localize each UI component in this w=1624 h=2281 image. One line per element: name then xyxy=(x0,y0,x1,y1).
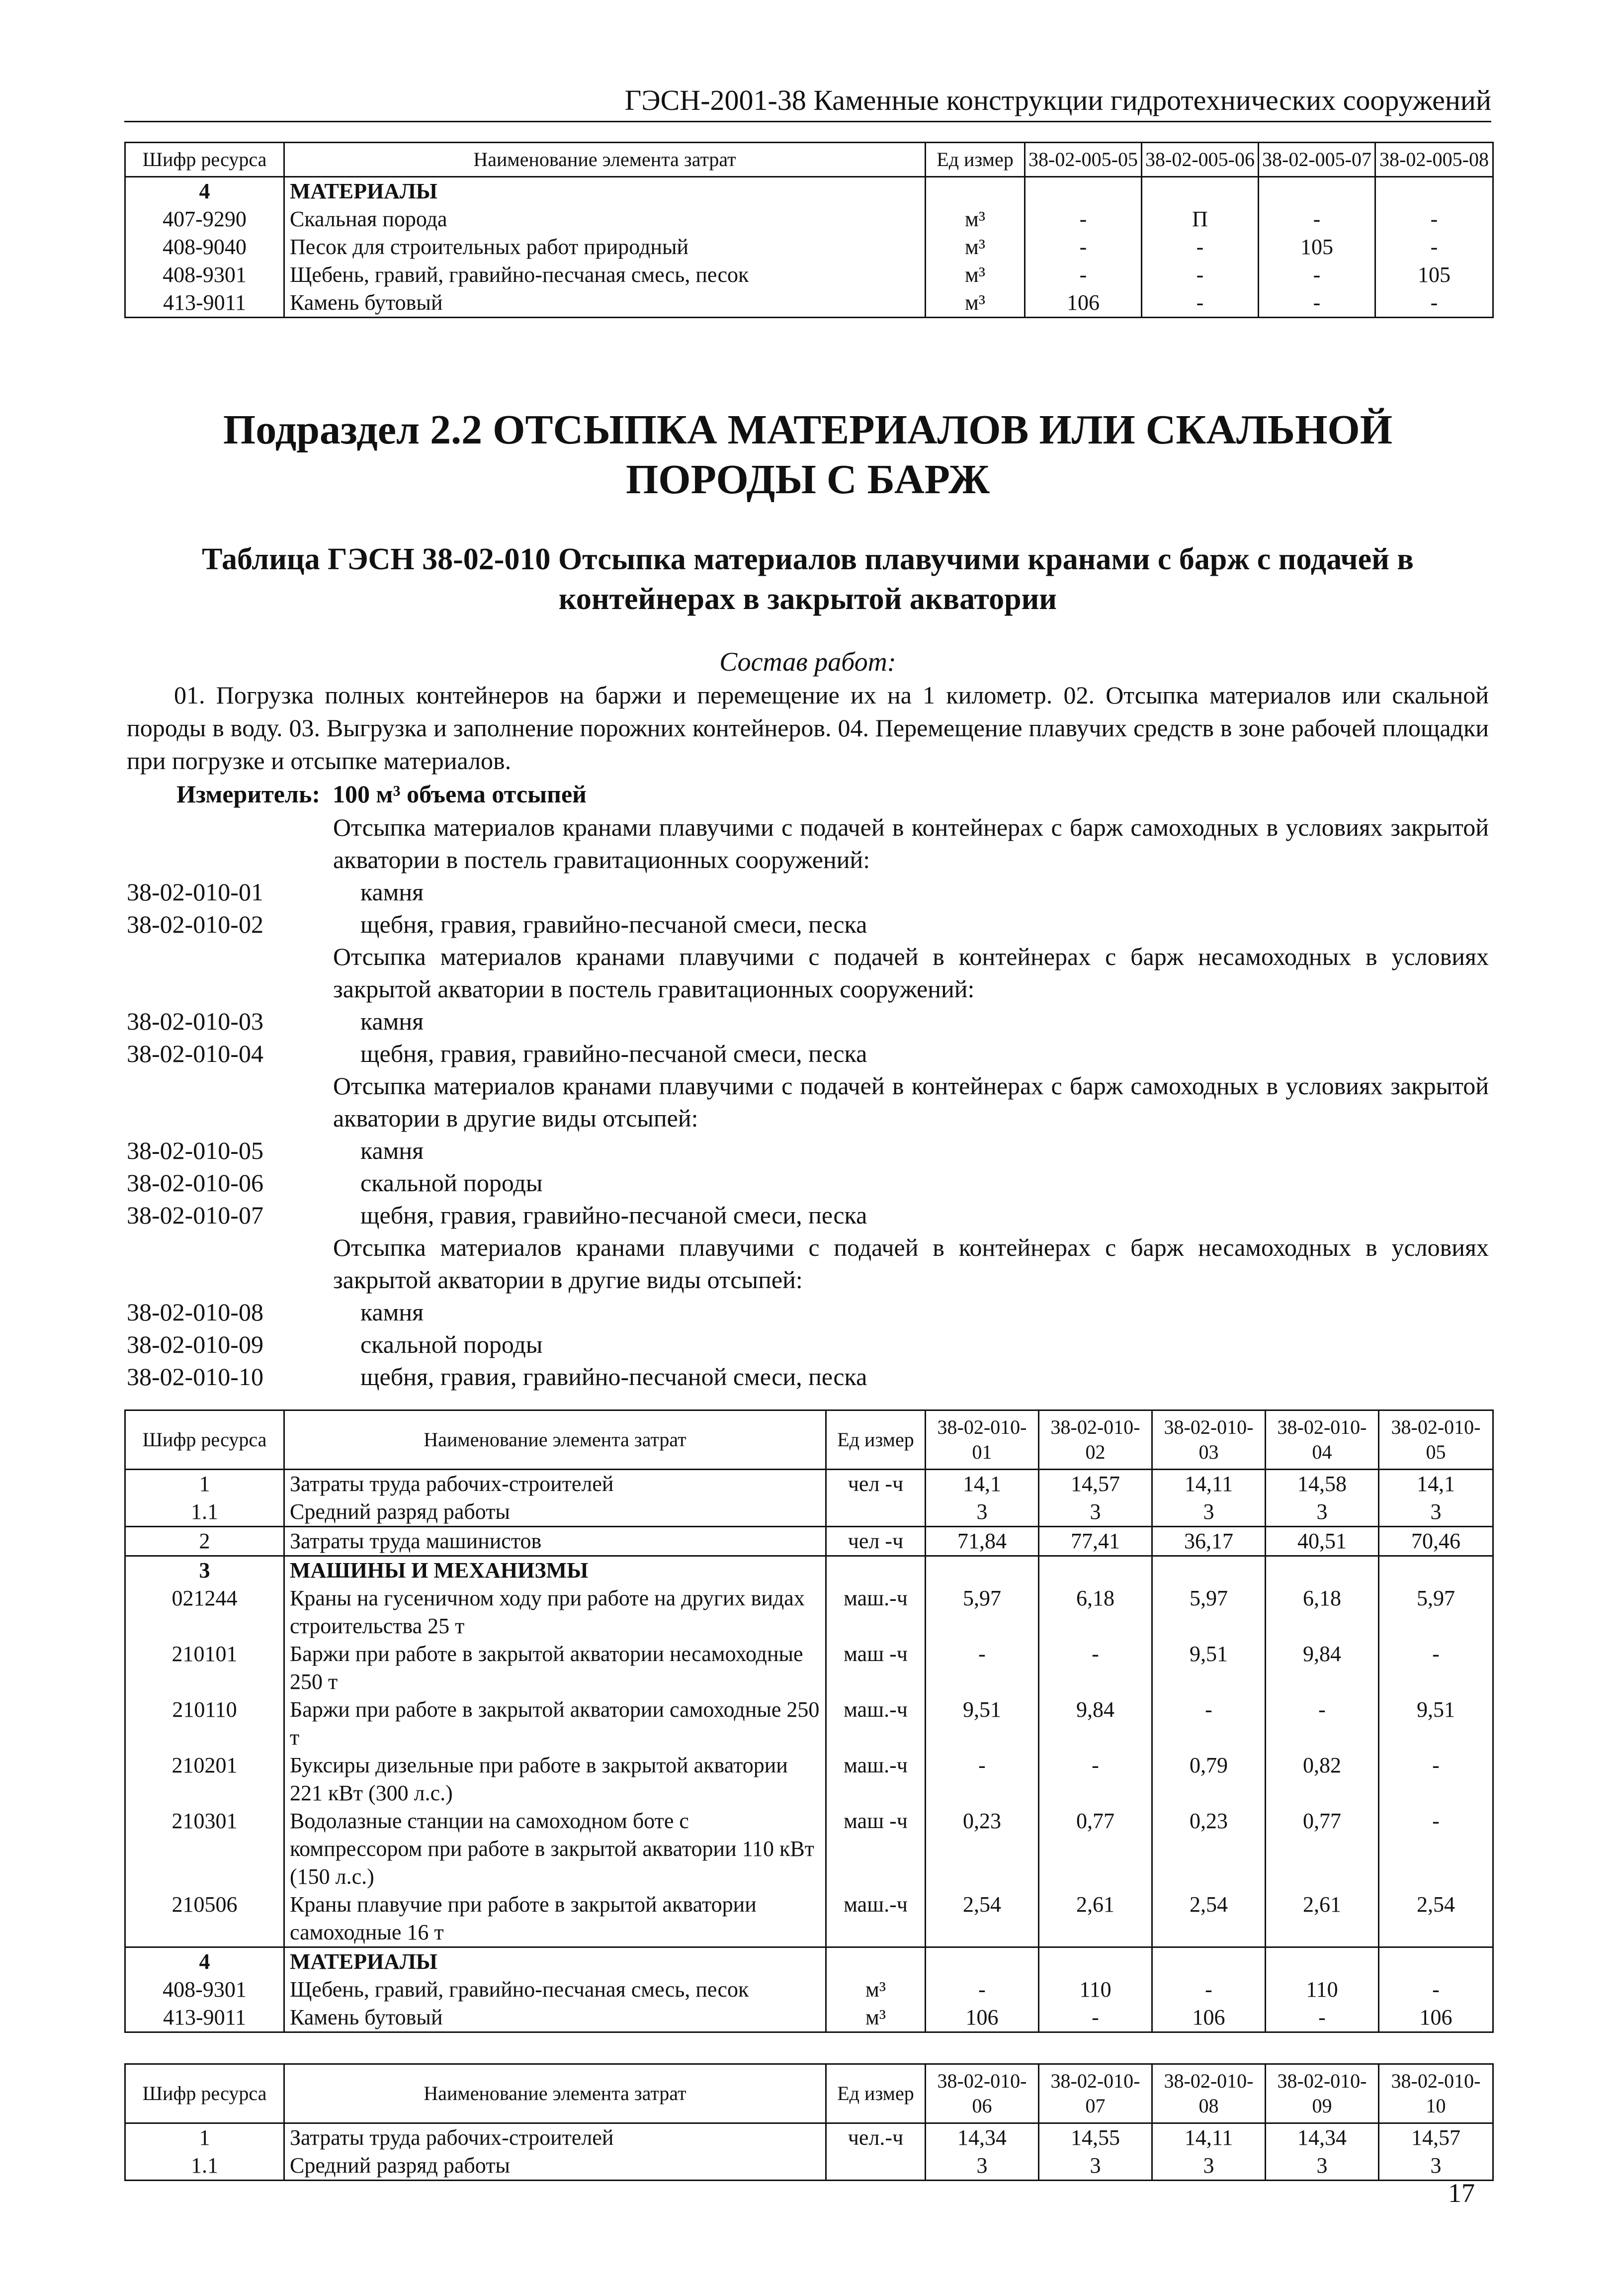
resource-name: МАТЕРИАЛЫ xyxy=(284,1947,826,1976)
header-cell: 38-02-010-02 xyxy=(1039,1410,1152,1470)
norm-item xyxy=(127,1005,1489,1038)
resource-code: 210301 xyxy=(125,1807,284,1891)
header-cell: 38-02-010-10 xyxy=(1379,2064,1493,2123)
value-cell: - xyxy=(1142,261,1259,289)
table-title: Таблица ГЭСН 38-02-010 Отсыпка материалов плавучими кранами с барж с подачей в контейнерах в закрытой акватории xyxy=(202,542,1414,616)
table-row xyxy=(125,1527,1493,1556)
norm-label: камня xyxy=(360,1137,424,1164)
norm-item xyxy=(127,876,1489,908)
value-cell xyxy=(926,1947,1039,1976)
table-header-row xyxy=(125,143,1493,177)
value-cell: 3 xyxy=(926,1498,1039,1527)
norm-label: скальной породы xyxy=(360,1330,543,1358)
value-cell: 0,82 xyxy=(1266,1752,1379,1807)
value-cell xyxy=(1039,1556,1152,1585)
table-row xyxy=(125,1947,1493,1976)
value-cell: - xyxy=(1039,2004,1152,2032)
header-cell: 38-02-010-07 xyxy=(1039,2064,1152,2123)
norm-item xyxy=(127,1328,1489,1361)
header-cell: Наименование элемента затрат xyxy=(284,1410,826,1470)
table-38-02-005 xyxy=(124,142,1494,318)
resource-code: 210110 xyxy=(125,1696,284,1752)
value-cell xyxy=(1142,177,1259,206)
value-cell: - xyxy=(1379,1976,1493,2004)
table-38-02-010-01-05 xyxy=(124,1409,1494,2033)
resource-name: МАТЕРИАЛЫ xyxy=(284,177,926,206)
header-cell: Ед измер xyxy=(826,1410,926,1470)
value-cell xyxy=(1379,1947,1493,1976)
resource-unit: маш.-ч xyxy=(826,1752,926,1807)
resource-unit xyxy=(926,177,1025,206)
value-cell: 106 xyxy=(1379,2004,1493,2032)
resource-unit: м³ xyxy=(926,233,1025,261)
header-cell: 38-02-010-09 xyxy=(1266,2064,1379,2123)
norm-item xyxy=(127,1135,1489,1167)
resource-unit xyxy=(826,1947,926,1976)
norm-item xyxy=(127,1361,1489,1393)
table-row xyxy=(125,1752,1493,1807)
resource-unit: маш.-ч xyxy=(826,1696,926,1752)
norm-code: 38-02-010-02 xyxy=(127,910,263,938)
value-cell: 3 xyxy=(1039,1498,1152,1527)
value-cell xyxy=(1379,1556,1493,1585)
resource-name: Баржи при работе в закрытой акватории самоходные 250 т xyxy=(284,1696,826,1752)
table-row xyxy=(125,1498,1493,1527)
norm-item xyxy=(127,908,1489,941)
value-cell: 9,51 xyxy=(926,1696,1039,1752)
value-cell: 14,34 xyxy=(926,2123,1039,2152)
value-cell: 3 xyxy=(1152,2152,1266,2181)
resource-name: Камень бутовый xyxy=(284,2004,826,2032)
value-cell: - xyxy=(1259,261,1375,289)
table-row xyxy=(125,289,1493,318)
table-row xyxy=(125,2004,1493,2032)
value-cell: - xyxy=(1379,1640,1493,1696)
value-cell: 40,51 xyxy=(1266,1527,1379,1556)
table-row xyxy=(125,1556,1493,1585)
resource-code: 1 xyxy=(125,2123,284,2152)
value-cell xyxy=(1152,1947,1266,1976)
value-cell: 6,18 xyxy=(1266,1584,1379,1640)
value-cell: - xyxy=(1379,1807,1493,1891)
value-cell: 3 xyxy=(1379,2152,1493,2181)
norm-item xyxy=(127,1167,1489,1199)
value-cell: 14,57 xyxy=(1039,1470,1152,1498)
value-cell: 106 xyxy=(1152,2004,1266,2032)
resource-code: 021244 xyxy=(125,1584,284,1640)
value-cell: 14,1 xyxy=(926,1470,1039,1498)
value-cell: - xyxy=(1259,289,1375,318)
resource-name: Средний разряд работы xyxy=(284,2152,826,2181)
table-row xyxy=(125,1584,1493,1640)
header-cell: Шифр ресурса xyxy=(125,2064,284,2123)
header-cell: Ед измер xyxy=(826,2064,926,2123)
resource-unit xyxy=(826,1556,926,1585)
value-cell: 110 xyxy=(1039,1976,1152,2004)
resource-name: Баржи при работе в закрытой акватории несамоходные 250 т xyxy=(284,1640,826,1696)
table-row xyxy=(125,1807,1493,1891)
table-row xyxy=(125,1976,1493,2004)
value-cell: 14,11 xyxy=(1152,1470,1266,1498)
norm-label: камня xyxy=(360,1298,424,1326)
resource-unit: маш -ч xyxy=(826,1640,926,1696)
norm-code: 38-02-010-01 xyxy=(127,878,263,906)
value-cell: 14,11 xyxy=(1152,2123,1266,2152)
resource-code: 2 xyxy=(125,1527,284,1556)
table-row xyxy=(125,1470,1493,1498)
table-row xyxy=(125,1891,1493,1947)
resource-unit: чел -ч xyxy=(826,1527,926,1556)
norm-item xyxy=(127,1038,1489,1070)
value-cell: 3 xyxy=(1379,1498,1493,1527)
norm-code: 38-02-010-10 xyxy=(127,1363,263,1391)
table-38-02-010-06-10 xyxy=(124,2063,1494,2181)
value-cell: - xyxy=(1375,233,1493,261)
value-cell: - xyxy=(1039,1752,1152,1807)
value-cell: 106 xyxy=(926,2004,1039,2032)
resource-unit xyxy=(826,2152,926,2181)
value-cell xyxy=(1259,177,1375,206)
resource-unit: чел.-ч xyxy=(826,2123,926,2152)
value-cell: 110 xyxy=(1266,1976,1379,2004)
meter-line xyxy=(176,780,587,808)
header-cell: 38-02-010-06 xyxy=(926,2064,1039,2123)
value-cell xyxy=(1266,1556,1379,1585)
value-cell: - xyxy=(1375,205,1493,233)
value-cell: - xyxy=(926,1752,1039,1807)
resource-name: Затраты труда рабочих-строителей xyxy=(284,1470,826,1498)
value-cell: - xyxy=(1142,233,1259,261)
meter-label: Измеритель: xyxy=(176,780,321,808)
value-cell xyxy=(1152,1556,1266,1585)
header-cell: 38-02-005-06 xyxy=(1142,143,1259,177)
resource-name: Щебень, гравий, гравийно-песчаная смесь, песок xyxy=(284,261,926,289)
value-cell: - xyxy=(1379,1752,1493,1807)
table-row xyxy=(125,177,1493,206)
resource-unit: м³ xyxy=(826,1976,926,2004)
value-cell xyxy=(926,1556,1039,1585)
norm-item-list xyxy=(127,811,1489,1393)
norm-label: камня xyxy=(360,1007,424,1035)
value-cell: 14,55 xyxy=(1039,2123,1152,2152)
value-cell: - xyxy=(1266,1696,1379,1752)
value-cell: - xyxy=(1259,205,1375,233)
group-description: Отсыпка материалов кранами плавучими с подачей в контейнерах с барж несамоходных в условиях закрытой акватории в постель гравитационных сооружений: xyxy=(333,943,1489,1003)
value-cell: 3 xyxy=(1266,1498,1379,1527)
header-cell: Наименование элемента затрат xyxy=(284,2064,826,2123)
norm-code: 38-02-010-03 xyxy=(127,1007,263,1035)
table-row xyxy=(125,1640,1493,1696)
value-cell: 14,1 xyxy=(1379,1470,1493,1498)
work-composition-heading: Состав работ: xyxy=(719,647,896,677)
value-cell: - xyxy=(1266,2004,1379,2032)
resource-code: 3 xyxy=(125,1556,284,1585)
table-row xyxy=(125,1696,1493,1752)
value-cell: 9,51 xyxy=(1379,1696,1493,1752)
resource-code: 1.1 xyxy=(125,2152,284,2181)
norm-item xyxy=(127,1296,1489,1328)
header-cell: 38-02-010-01 xyxy=(926,1410,1039,1470)
resource-name: Щебень, гравий, гравийно-песчаная смесь, песок xyxy=(284,1976,826,2004)
group-description: Отсыпка материалов кранами плавучими с подачей в контейнерах с барж самоходных в условиях закрытой акватории в другие виды отсыпей: xyxy=(333,1072,1489,1132)
value-cell: 2,54 xyxy=(1379,1891,1493,1947)
resource-unit xyxy=(826,1498,926,1527)
norm-label: щебня, гравия, гравийно-песчаной смеси, песка xyxy=(360,1363,867,1391)
value-cell xyxy=(1266,1947,1379,1976)
value-cell: 106 xyxy=(1025,289,1142,318)
resource-code: 1.1 xyxy=(125,1498,284,1527)
resource-name: Скальная порода xyxy=(284,205,926,233)
work-composition-text: 01. Погрузка полных контейнеров на баржи и перемещение их на 1 километр. 02. Отсыпка материалов или скальной породы в воду. 03. Выгрузка и заполнение порожних контейнеров. 04. Перемещение плавучих средств в зоне рабочей площадки при погрузке и отсыпке материалов. xyxy=(127,681,1489,775)
resource-code: 210101 xyxy=(125,1640,284,1696)
header-cell: Шифр ресурса xyxy=(125,143,284,177)
value-cell xyxy=(1025,177,1142,206)
resource-code: 210201 xyxy=(125,1752,284,1807)
norm-label: щебня, гравия, гравийно-песчаной смеси, песка xyxy=(360,1201,867,1229)
subsection-title: Подраздел 2.2 ОТСЫПКА МАТЕРИАЛОВ ИЛИ СКАЛЬНОЙ ПОРОДЫ С БАРЖ xyxy=(223,407,1393,503)
resource-unit: чел -ч xyxy=(826,1470,926,1498)
value-cell: 0,77 xyxy=(1266,1807,1379,1891)
resource-code: 408-9040 xyxy=(125,233,284,261)
value-cell: 14,58 xyxy=(1266,1470,1379,1498)
value-cell: - xyxy=(1152,1696,1266,1752)
resource-name: Средний разряд работы xyxy=(284,1498,826,1527)
resource-code: 413-9011 xyxy=(125,289,284,318)
value-cell: 6,18 xyxy=(1039,1584,1152,1640)
value-cell: - xyxy=(926,1640,1039,1696)
norm-label: камня xyxy=(360,878,424,906)
value-cell: - xyxy=(1025,261,1142,289)
value-cell: 9,51 xyxy=(1152,1640,1266,1696)
value-cell: 14,57 xyxy=(1379,2123,1493,2152)
value-cell: 70,46 xyxy=(1379,1527,1493,1556)
header-cell: 38-02-005-08 xyxy=(1375,143,1493,177)
value-cell: П xyxy=(1142,205,1259,233)
resource-name: Буксиры дизельные при работе в закрытой акватории 221 кВт (300 л.с.) xyxy=(284,1752,826,1807)
header-cell: Наименование элемента затрат xyxy=(284,143,926,177)
value-cell: - xyxy=(1039,1640,1152,1696)
norm-code: 38-02-010-06 xyxy=(127,1169,263,1197)
resource-name: Затраты труда машинистов xyxy=(284,1527,826,1556)
resource-code: 4 xyxy=(125,1947,284,1976)
resource-code: 407-9290 xyxy=(125,205,284,233)
group-description: Отсыпка материалов кранами плавучими с подачей в контейнерах с барж самоходных в условиях закрытой акватории в постель гравитационных сооружений: xyxy=(333,813,1489,874)
resource-name: Краны на гусеничном ходу при работе на других видах строительства 25 т xyxy=(284,1584,826,1640)
norm-label: щебня, гравия, гравийно-песчаной смеси, песка xyxy=(360,910,867,938)
table-row xyxy=(125,2123,1493,2152)
table-row xyxy=(125,261,1493,289)
value-cell: 14,34 xyxy=(1266,2123,1379,2152)
resource-code: 408-9301 xyxy=(125,261,284,289)
value-cell: 2,54 xyxy=(926,1891,1039,1947)
group-description: Отсыпка материалов кранами плавучими с подачей в контейнерах с барж несамоходных в условиях закрытой акватории в другие виды отсыпей: xyxy=(333,1233,1489,1294)
table-row xyxy=(125,233,1493,261)
norm-item xyxy=(127,1199,1489,1231)
resource-name: Водолазные станции на самоходном боте с компрессором при работе в закрытой акватории 110 кВт (150 л.с.) xyxy=(284,1807,826,1891)
value-cell: 105 xyxy=(1259,233,1375,261)
value-cell: 2,61 xyxy=(1039,1891,1152,1947)
value-cell xyxy=(1375,177,1493,206)
value-cell: 0,77 xyxy=(1039,1807,1152,1891)
resource-unit: маш -ч xyxy=(826,1807,926,1891)
resource-unit: м³ xyxy=(826,2004,926,2032)
value-cell: 3 xyxy=(1152,1498,1266,1527)
resource-unit: м³ xyxy=(926,205,1025,233)
value-cell: - xyxy=(926,1976,1039,2004)
meter-value: 100 м³ объема отсыпей xyxy=(333,780,587,808)
value-cell: - xyxy=(1152,1976,1266,2004)
resource-unit: маш.-ч xyxy=(826,1891,926,1947)
header-cell: 38-02-010-08 xyxy=(1152,2064,1266,2123)
value-cell: 9,84 xyxy=(1039,1696,1152,1752)
header-cell: 38-02-010-05 xyxy=(1379,1410,1493,1470)
resource-code: 1 xyxy=(125,1470,284,1498)
norm-code: 38-02-010-04 xyxy=(127,1040,263,1067)
norm-code: 38-02-010-08 xyxy=(127,1298,263,1326)
value-cell: - xyxy=(1375,289,1493,318)
page-number: 17 xyxy=(1448,2178,1475,2208)
norm-label: щебня, гравия, гравийно-песчаной смеси, песка xyxy=(360,1040,867,1067)
value-cell: 36,17 xyxy=(1152,1527,1266,1556)
resource-name: Затраты труда рабочих-строителей xyxy=(284,2123,826,2152)
value-cell: 0,23 xyxy=(1152,1807,1266,1891)
value-cell xyxy=(1039,1947,1152,1976)
value-cell: 105 xyxy=(1375,261,1493,289)
value-cell: 71,84 xyxy=(926,1527,1039,1556)
resource-name: МАШИНЫ И МЕХАНИЗМЫ xyxy=(284,1556,826,1585)
norm-code: 38-02-010-09 xyxy=(127,1330,263,1358)
value-cell: 3 xyxy=(1039,2152,1152,2181)
running-header: ГЭСН-2001-38 Каменные конструкции гидротехнических сооружений xyxy=(124,84,1491,122)
value-cell: - xyxy=(1025,205,1142,233)
norm-label: скальной породы xyxy=(360,1169,543,1197)
value-cell: 5,97 xyxy=(1152,1584,1266,1640)
table-header-row xyxy=(125,1410,1493,1470)
header-cell: 38-02-005-05 xyxy=(1025,143,1142,177)
value-cell: 0,23 xyxy=(926,1807,1039,1891)
resource-name: Краны плавучие при работе в закрытой акватории самоходные 16 т xyxy=(284,1891,826,1947)
norm-code: 38-02-010-05 xyxy=(127,1137,263,1164)
value-cell: - xyxy=(1025,233,1142,261)
resource-unit: м³ xyxy=(926,289,1025,318)
resource-code: 210506 xyxy=(125,1891,284,1947)
value-cell: 2,61 xyxy=(1266,1891,1379,1947)
norm-code: 38-02-010-07 xyxy=(127,1201,263,1229)
table-row xyxy=(125,205,1493,233)
resource-code: 408-9301 xyxy=(125,1976,284,2004)
resource-unit: маш.-ч xyxy=(826,1584,926,1640)
resource-unit: м³ xyxy=(926,261,1025,289)
table-header-row xyxy=(125,2064,1493,2123)
header-cell: Шифр ресурса xyxy=(125,1410,284,1470)
value-cell: - xyxy=(1142,289,1259,318)
header-cell: 38-02-010-04 xyxy=(1266,1410,1379,1470)
value-cell: 5,97 xyxy=(926,1584,1039,1640)
value-cell: 5,97 xyxy=(1379,1584,1493,1640)
header-cell: 38-02-010-03 xyxy=(1152,1410,1266,1470)
resource-code: 413-9011 xyxy=(125,2004,284,2032)
resource-code: 4 xyxy=(125,177,284,206)
value-cell: 3 xyxy=(1266,2152,1379,2181)
value-cell: 9,84 xyxy=(1266,1640,1379,1696)
value-cell: 2,54 xyxy=(1152,1891,1266,1947)
table-row xyxy=(125,2152,1493,2181)
header-cell: 38-02-005-07 xyxy=(1259,143,1375,177)
resource-name: Камень бутовый xyxy=(284,289,926,318)
value-cell: 77,41 xyxy=(1039,1527,1152,1556)
value-cell: 3 xyxy=(926,2152,1039,2181)
resource-name: Песок для строительных работ природный xyxy=(284,233,926,261)
value-cell: 0,79 xyxy=(1152,1752,1266,1807)
header-cell: Ед измер xyxy=(926,143,1025,177)
